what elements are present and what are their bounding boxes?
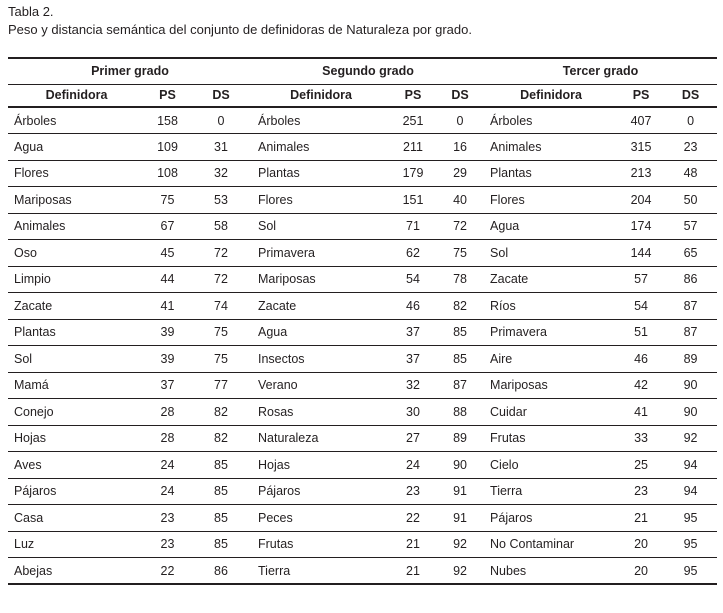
- cell-ds: 89: [683, 351, 698, 366]
- cell-ds: 89: [453, 431, 467, 446]
- cell-ps: 24: [406, 457, 420, 472]
- cell-ds: 40: [453, 192, 467, 207]
- cell-definidora: Tierra: [490, 484, 523, 499]
- cell-ds: 91: [453, 484, 467, 499]
- cell-ds: 85: [214, 510, 228, 525]
- cell-ds: 85: [214, 537, 228, 552]
- cell-ds: 85: [214, 484, 228, 499]
- table-row: [8, 293, 717, 320]
- column-header: PS: [159, 88, 176, 103]
- table-row: [8, 372, 717, 399]
- cell-ps: 27: [406, 431, 420, 446]
- cell-definidora: Aire: [490, 351, 513, 366]
- cell-definidora: Plantas: [258, 166, 300, 181]
- cell-definidora: Primavera: [258, 245, 315, 260]
- cell-ps: 54: [406, 272, 420, 287]
- cell-ds: 85: [453, 351, 467, 366]
- cell-ps: 67: [160, 219, 175, 234]
- cell-ps: 179: [402, 166, 424, 181]
- cell-ds: 75: [214, 325, 228, 340]
- cell-ds: 0: [217, 113, 225, 128]
- cell-ps: 22: [160, 563, 175, 578]
- cell-definidora: Animales: [258, 139, 310, 154]
- cell-ps: 23: [160, 537, 175, 552]
- cell-ps: 20: [634, 563, 648, 578]
- cell-ps: 23: [406, 484, 420, 499]
- cell-ps: 46: [406, 298, 420, 313]
- cell-ps: 41: [160, 298, 175, 313]
- cell-ps: 28: [160, 431, 175, 446]
- table-caption: Peso y distancia semántica del conjunto de definidoras de Naturaleza por grado.: [8, 22, 472, 37]
- cell-ds: 78: [453, 272, 467, 287]
- cell-definidora: Zacate: [14, 298, 53, 313]
- cell-ps: 25: [634, 457, 648, 472]
- cell-ds: 50: [683, 192, 698, 207]
- cell-definidora: Aves: [14, 457, 42, 472]
- cell-ps: 211: [403, 139, 423, 154]
- cell-definidora: Mamá: [14, 378, 49, 393]
- cell-definidora: Animales: [490, 139, 542, 154]
- data-table: [8, 57, 717, 585]
- table-row: [8, 107, 717, 134]
- cell-definidora: Animales: [14, 219, 66, 234]
- cell-ds: 57: [683, 219, 698, 234]
- table-row: [8, 346, 717, 373]
- cell-ps: 174: [630, 219, 652, 234]
- cell-ps: 151: [402, 192, 424, 207]
- cell-definidora: Agua: [258, 325, 288, 340]
- column-header-row: [8, 84, 717, 107]
- cell-ps: 51: [634, 325, 648, 340]
- cell-ds: 82: [453, 298, 467, 313]
- cell-ps: 144: [630, 245, 652, 260]
- table-row: [8, 425, 717, 452]
- cell-ps: 23: [634, 484, 648, 499]
- cell-definidora: Flores: [258, 192, 293, 207]
- cell-definidora: Agua: [490, 219, 520, 234]
- cell-definidora: Zacate: [490, 272, 529, 287]
- cell-ds: 29: [453, 166, 467, 181]
- group-header-row: [8, 58, 717, 84]
- cell-definidora: Casa: [14, 510, 44, 525]
- cell-ds: 90: [683, 404, 698, 419]
- cell-ds: 72: [453, 219, 467, 234]
- table-row: [8, 319, 717, 346]
- cell-ds: 32: [214, 166, 228, 181]
- cell-definidora: Ríos: [490, 298, 516, 313]
- group-header: Tercer grado: [562, 64, 639, 79]
- cell-ds: 87: [683, 298, 698, 313]
- table-number-title: Tabla 2.: [8, 4, 54, 19]
- cell-definidora: Cuidar: [490, 404, 527, 419]
- cell-definidora: No Contaminar: [490, 537, 575, 552]
- cell-ds: 95: [683, 563, 698, 578]
- cell-ps: 109: [157, 139, 178, 154]
- table-row: [8, 134, 717, 161]
- cell-ps: 54: [634, 298, 648, 313]
- cell-ps: 21: [406, 563, 420, 578]
- cell-definidora: Flores: [14, 166, 49, 181]
- cell-definidora: Pájaros: [258, 484, 301, 499]
- cell-ds: 92: [453, 537, 467, 552]
- cell-ps: 37: [406, 351, 420, 366]
- cell-ps: 39: [160, 351, 175, 366]
- cell-ps: 37: [160, 378, 175, 393]
- column-header: Definidora: [520, 88, 582, 103]
- cell-ds: 90: [683, 378, 698, 393]
- table-row: [8, 266, 717, 293]
- cell-definidora: Luz: [14, 537, 35, 552]
- cell-definidora: Plantas: [490, 166, 532, 181]
- cell-ps: 32: [406, 378, 420, 393]
- cell-definidora: Primavera: [490, 325, 547, 340]
- cell-ps: 62: [406, 245, 420, 260]
- cell-definidora: Hojas: [258, 457, 290, 472]
- cell-definidora: Sol: [490, 245, 509, 260]
- cell-ps: 45: [160, 245, 175, 260]
- group-header: Primer grado: [91, 64, 169, 79]
- cell-ds: 85: [453, 325, 467, 340]
- cell-ds: 72: [214, 272, 228, 287]
- cell-definidora: Mariposas: [14, 192, 72, 207]
- cell-definidora: Limpio: [14, 272, 51, 287]
- cell-ds: 0: [456, 113, 464, 128]
- cell-ps: 28: [160, 404, 175, 419]
- cell-definidora: Oso: [14, 245, 37, 260]
- cell-definidora: Cielo: [490, 457, 519, 472]
- cell-definidora: Árboles: [14, 113, 57, 128]
- column-header: DS: [212, 88, 230, 103]
- cell-definidora: Árboles: [490, 113, 533, 128]
- group-header: Segundo grado: [322, 64, 414, 79]
- cell-ds: 87: [683, 325, 698, 340]
- cell-definidora: Pájaros: [14, 484, 57, 499]
- cell-ds: 90: [453, 457, 467, 472]
- cell-ds: 16: [453, 139, 467, 154]
- cell-ds: 92: [683, 431, 698, 446]
- cell-definidora: Insectos: [258, 351, 305, 366]
- cell-ps: 75: [160, 192, 175, 207]
- cell-ps: 108: [157, 166, 178, 181]
- table-row: [8, 531, 717, 558]
- cell-ds: 95: [683, 510, 698, 525]
- cell-ds: 92: [453, 563, 467, 578]
- cell-ps: 33: [634, 431, 648, 446]
- cell-ds: 0: [687, 113, 695, 128]
- cell-ps: 315: [630, 139, 652, 154]
- cell-ps: 46: [634, 351, 648, 366]
- cell-ds: 87: [453, 378, 467, 393]
- cell-ps: 20: [634, 537, 648, 552]
- column-header: DS: [681, 88, 700, 103]
- cell-ds: 94: [683, 484, 698, 499]
- table-row: [8, 558, 717, 585]
- table-row: [8, 505, 717, 532]
- table-row: [8, 478, 717, 505]
- table-row: [8, 452, 717, 479]
- cell-ds: 91: [453, 510, 467, 525]
- cell-definidora: Frutas: [258, 537, 294, 552]
- cell-ds: 23: [683, 139, 698, 154]
- cell-definidora: Naturaleza: [258, 431, 319, 446]
- cell-definidora: Frutas: [490, 431, 526, 446]
- cell-ps: 21: [406, 537, 420, 552]
- cell-definidora: Agua: [14, 139, 44, 154]
- cell-ps: 42: [634, 378, 648, 393]
- cell-ds: 58: [214, 219, 228, 234]
- cell-ps: 24: [160, 484, 175, 499]
- cell-ds: 65: [683, 245, 698, 260]
- cell-ps: 158: [157, 113, 178, 128]
- cell-ds: 85: [214, 457, 228, 472]
- cell-ps: 213: [630, 166, 652, 181]
- cell-ds: 94: [683, 457, 698, 472]
- cell-ps: 24: [160, 457, 175, 472]
- column-header: PS: [632, 88, 650, 103]
- cell-definidora: Árboles: [258, 113, 301, 128]
- cell-definidora: Pájaros: [490, 510, 533, 525]
- cell-ds: 86: [214, 563, 228, 578]
- table-row: [8, 160, 717, 187]
- cell-ds: 77: [214, 378, 228, 393]
- cell-definidora: Peces: [258, 510, 293, 525]
- cell-ds: 53: [214, 192, 228, 207]
- cell-ds: 82: [214, 431, 228, 446]
- cell-ps: 251: [402, 113, 424, 128]
- cell-ps: 41: [634, 404, 648, 419]
- cell-ds: 75: [453, 245, 467, 260]
- cell-definidora: Hojas: [14, 431, 46, 446]
- cell-ps: 57: [634, 272, 648, 287]
- cell-ds: 86: [683, 272, 698, 287]
- column-header: PS: [404, 88, 422, 103]
- cell-ps: 22: [406, 510, 420, 525]
- cell-ds: 95: [683, 537, 698, 552]
- cell-ds: 72: [214, 245, 228, 260]
- cell-ps: 23: [160, 510, 175, 525]
- cell-ps: 39: [160, 325, 175, 340]
- cell-ds: 48: [683, 166, 698, 181]
- cell-definidora: Sol: [258, 219, 277, 234]
- cell-ps: 204: [630, 192, 652, 207]
- cell-definidora: Sol: [14, 351, 33, 366]
- cell-ds: 88: [453, 404, 467, 419]
- column-header: DS: [451, 88, 469, 103]
- column-header: Definidora: [290, 88, 352, 103]
- cell-definidora: Plantas: [14, 325, 56, 340]
- column-header: Definidora: [45, 88, 108, 103]
- cell-ds: 74: [214, 298, 228, 313]
- cell-definidora: Tierra: [258, 563, 291, 578]
- cell-ps: 37: [406, 325, 420, 340]
- cell-ps: 44: [160, 272, 175, 287]
- cell-definidora: Rosas: [258, 404, 294, 419]
- table-row: [8, 399, 717, 426]
- cell-definidora: Verano: [258, 378, 298, 393]
- cell-definidora: Flores: [490, 192, 525, 207]
- cell-ds: 82: [214, 404, 228, 419]
- cell-definidora: Zacate: [258, 298, 297, 313]
- cell-ds: 75: [214, 351, 228, 366]
- cell-ds: 31: [214, 139, 228, 154]
- cell-definidora: Abejas: [14, 563, 53, 578]
- cell-definidora: Mariposas: [258, 272, 316, 287]
- table-row: [8, 187, 717, 214]
- cell-ps: 71: [406, 219, 420, 234]
- cell-ps: 21: [634, 510, 648, 525]
- table-row: [8, 213, 717, 240]
- cell-definidora: Conejo: [14, 404, 54, 419]
- cell-definidora: Mariposas: [490, 378, 548, 393]
- cell-definidora: Nubes: [490, 563, 527, 578]
- table-row: [8, 240, 717, 267]
- cell-ps: 30: [406, 404, 420, 419]
- cell-ps: 407: [630, 113, 652, 128]
